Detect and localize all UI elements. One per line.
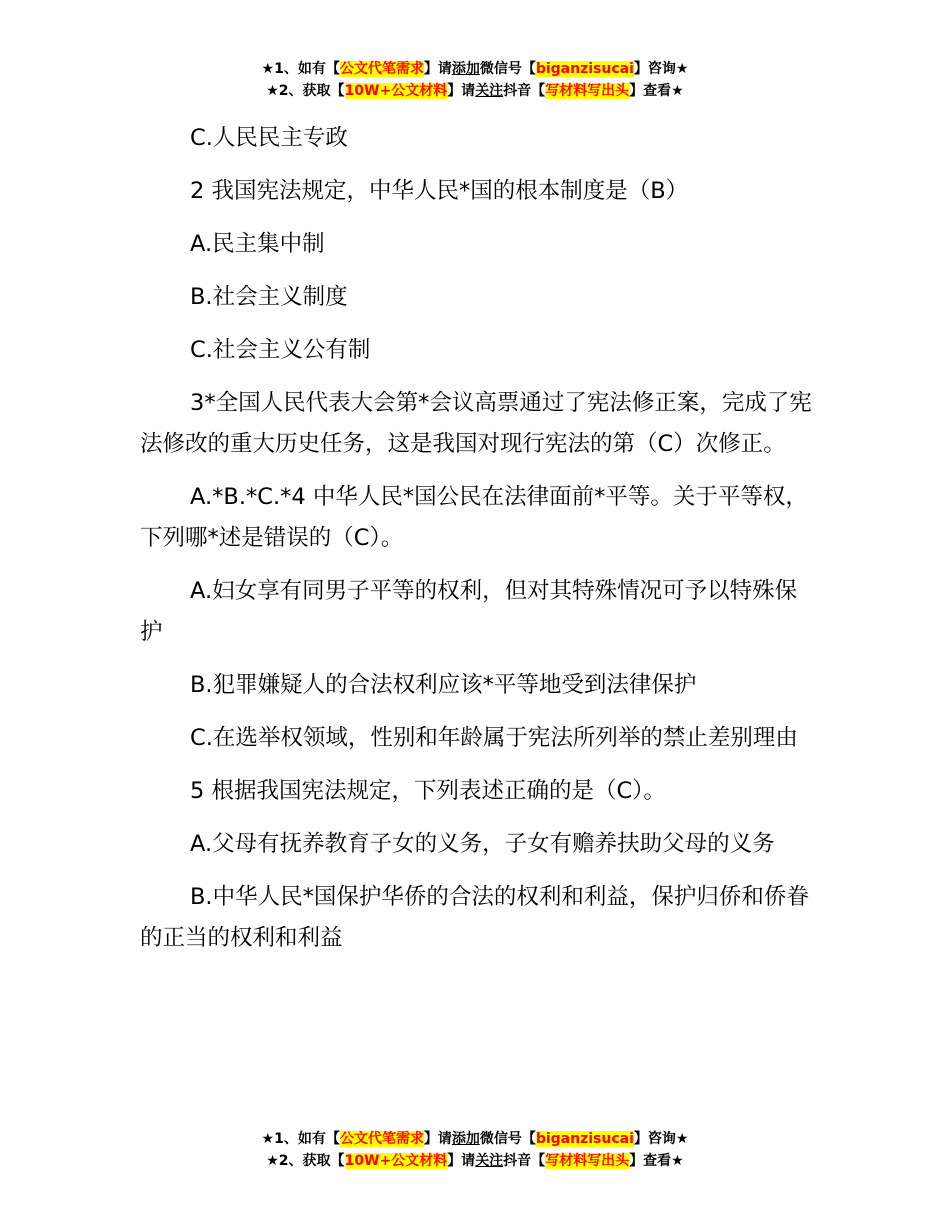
banner-highlight: 10W+公文材料: [344, 83, 448, 99]
banner-text: ★2、获取【: [266, 1153, 345, 1169]
header-banner: [0, 58, 950, 102]
paragraph: B.社会主义制度: [190, 284, 348, 310]
paragraph: A.父母有抚养教育子女的义务，子女有赡养扶助父母的义务: [190, 831, 775, 857]
banner-text: 】请: [447, 83, 476, 99]
paragraph: A.*B.*C.*4 中华人民*国公民在法律面前*平等。关于平等权，下列哪*述是错误的（C）。: [140, 484, 808, 551]
banner-wechat-id: biganzisucai: [535, 1131, 634, 1147]
banner-douyin-id: 写材料写出头: [545, 1153, 630, 1169]
banner-highlight: 公文代笔需求: [339, 1131, 424, 1147]
banner-text: 微信号【: [479, 1131, 536, 1147]
banner-text: 抖音【: [503, 1153, 546, 1169]
banner-line-1: [0, 1128, 950, 1150]
paragraph: B.犯罪嫌疑人的合法权利应该*平等地受到法律保护: [190, 672, 697, 698]
paragraph: C.在选举权领域，性别和年龄属于宪法所列举的禁止差别理由: [190, 725, 798, 751]
banner-highlight: 10W+公文材料: [344, 1153, 448, 1169]
paragraph: B.中华人民*国保护华侨的合法的权利和利益，保护归侨和侨眷的正当的权利和利益: [140, 884, 809, 951]
banner-line-2: [0, 1150, 950, 1172]
banner-text: 】请: [423, 61, 452, 77]
banner-line-1: [0, 58, 950, 80]
banner-underlined: 关注: [475, 83, 504, 99]
banner-text: 微信号【: [479, 61, 536, 77]
paragraph: 5 根据我国宪法规定，下列表述正确的是（C）。: [190, 778, 666, 804]
banner-line-2: [0, 80, 950, 102]
banner-highlight: 公文代笔需求: [339, 61, 424, 77]
paragraph: C.社会主义公有制: [190, 337, 371, 363]
banner-underlined: 添加: [451, 1131, 480, 1147]
banner-underlined: 关注: [475, 1153, 504, 1169]
banner-text: 】请: [423, 1131, 452, 1147]
banner-text: ★2、获取【: [266, 83, 345, 99]
paragraph: 3*全国人民代表大会第*会议高票通过了宪法修正案，完成了宪法修改的重大历史任务，这是我国对现行宪法的第（C）次修正。: [140, 390, 812, 457]
banner-text: 】咨询★: [633, 1131, 689, 1147]
banner-underlined: 添加: [451, 61, 480, 77]
paragraph: A.民主集中制: [190, 231, 325, 257]
document-body: [140, 118, 812, 971]
footer-banner: [0, 1128, 950, 1172]
paragraph: 2 我国宪法规定，中华人民*国的根本制度是（B）: [190, 178, 689, 204]
banner-text: 】查看★: [629, 83, 684, 99]
banner-text: ★1、如有【: [261, 61, 340, 77]
banner-text: ★1、如有【: [261, 1131, 340, 1147]
banner-text: 】请: [447, 1153, 476, 1169]
banner-wechat-id: biganzisucai: [535, 61, 634, 77]
paragraph: A.妇女享有同男子平等的权利，但对其特殊情况可予以特殊保护: [140, 578, 798, 645]
banner-text: 抖音【: [503, 83, 546, 99]
banner-text: 】查看★: [629, 1153, 684, 1169]
paragraph: C.人民民主专政: [190, 125, 348, 151]
banner-text: 】咨询★: [633, 61, 689, 77]
banner-douyin-id: 写材料写出头: [545, 83, 630, 99]
